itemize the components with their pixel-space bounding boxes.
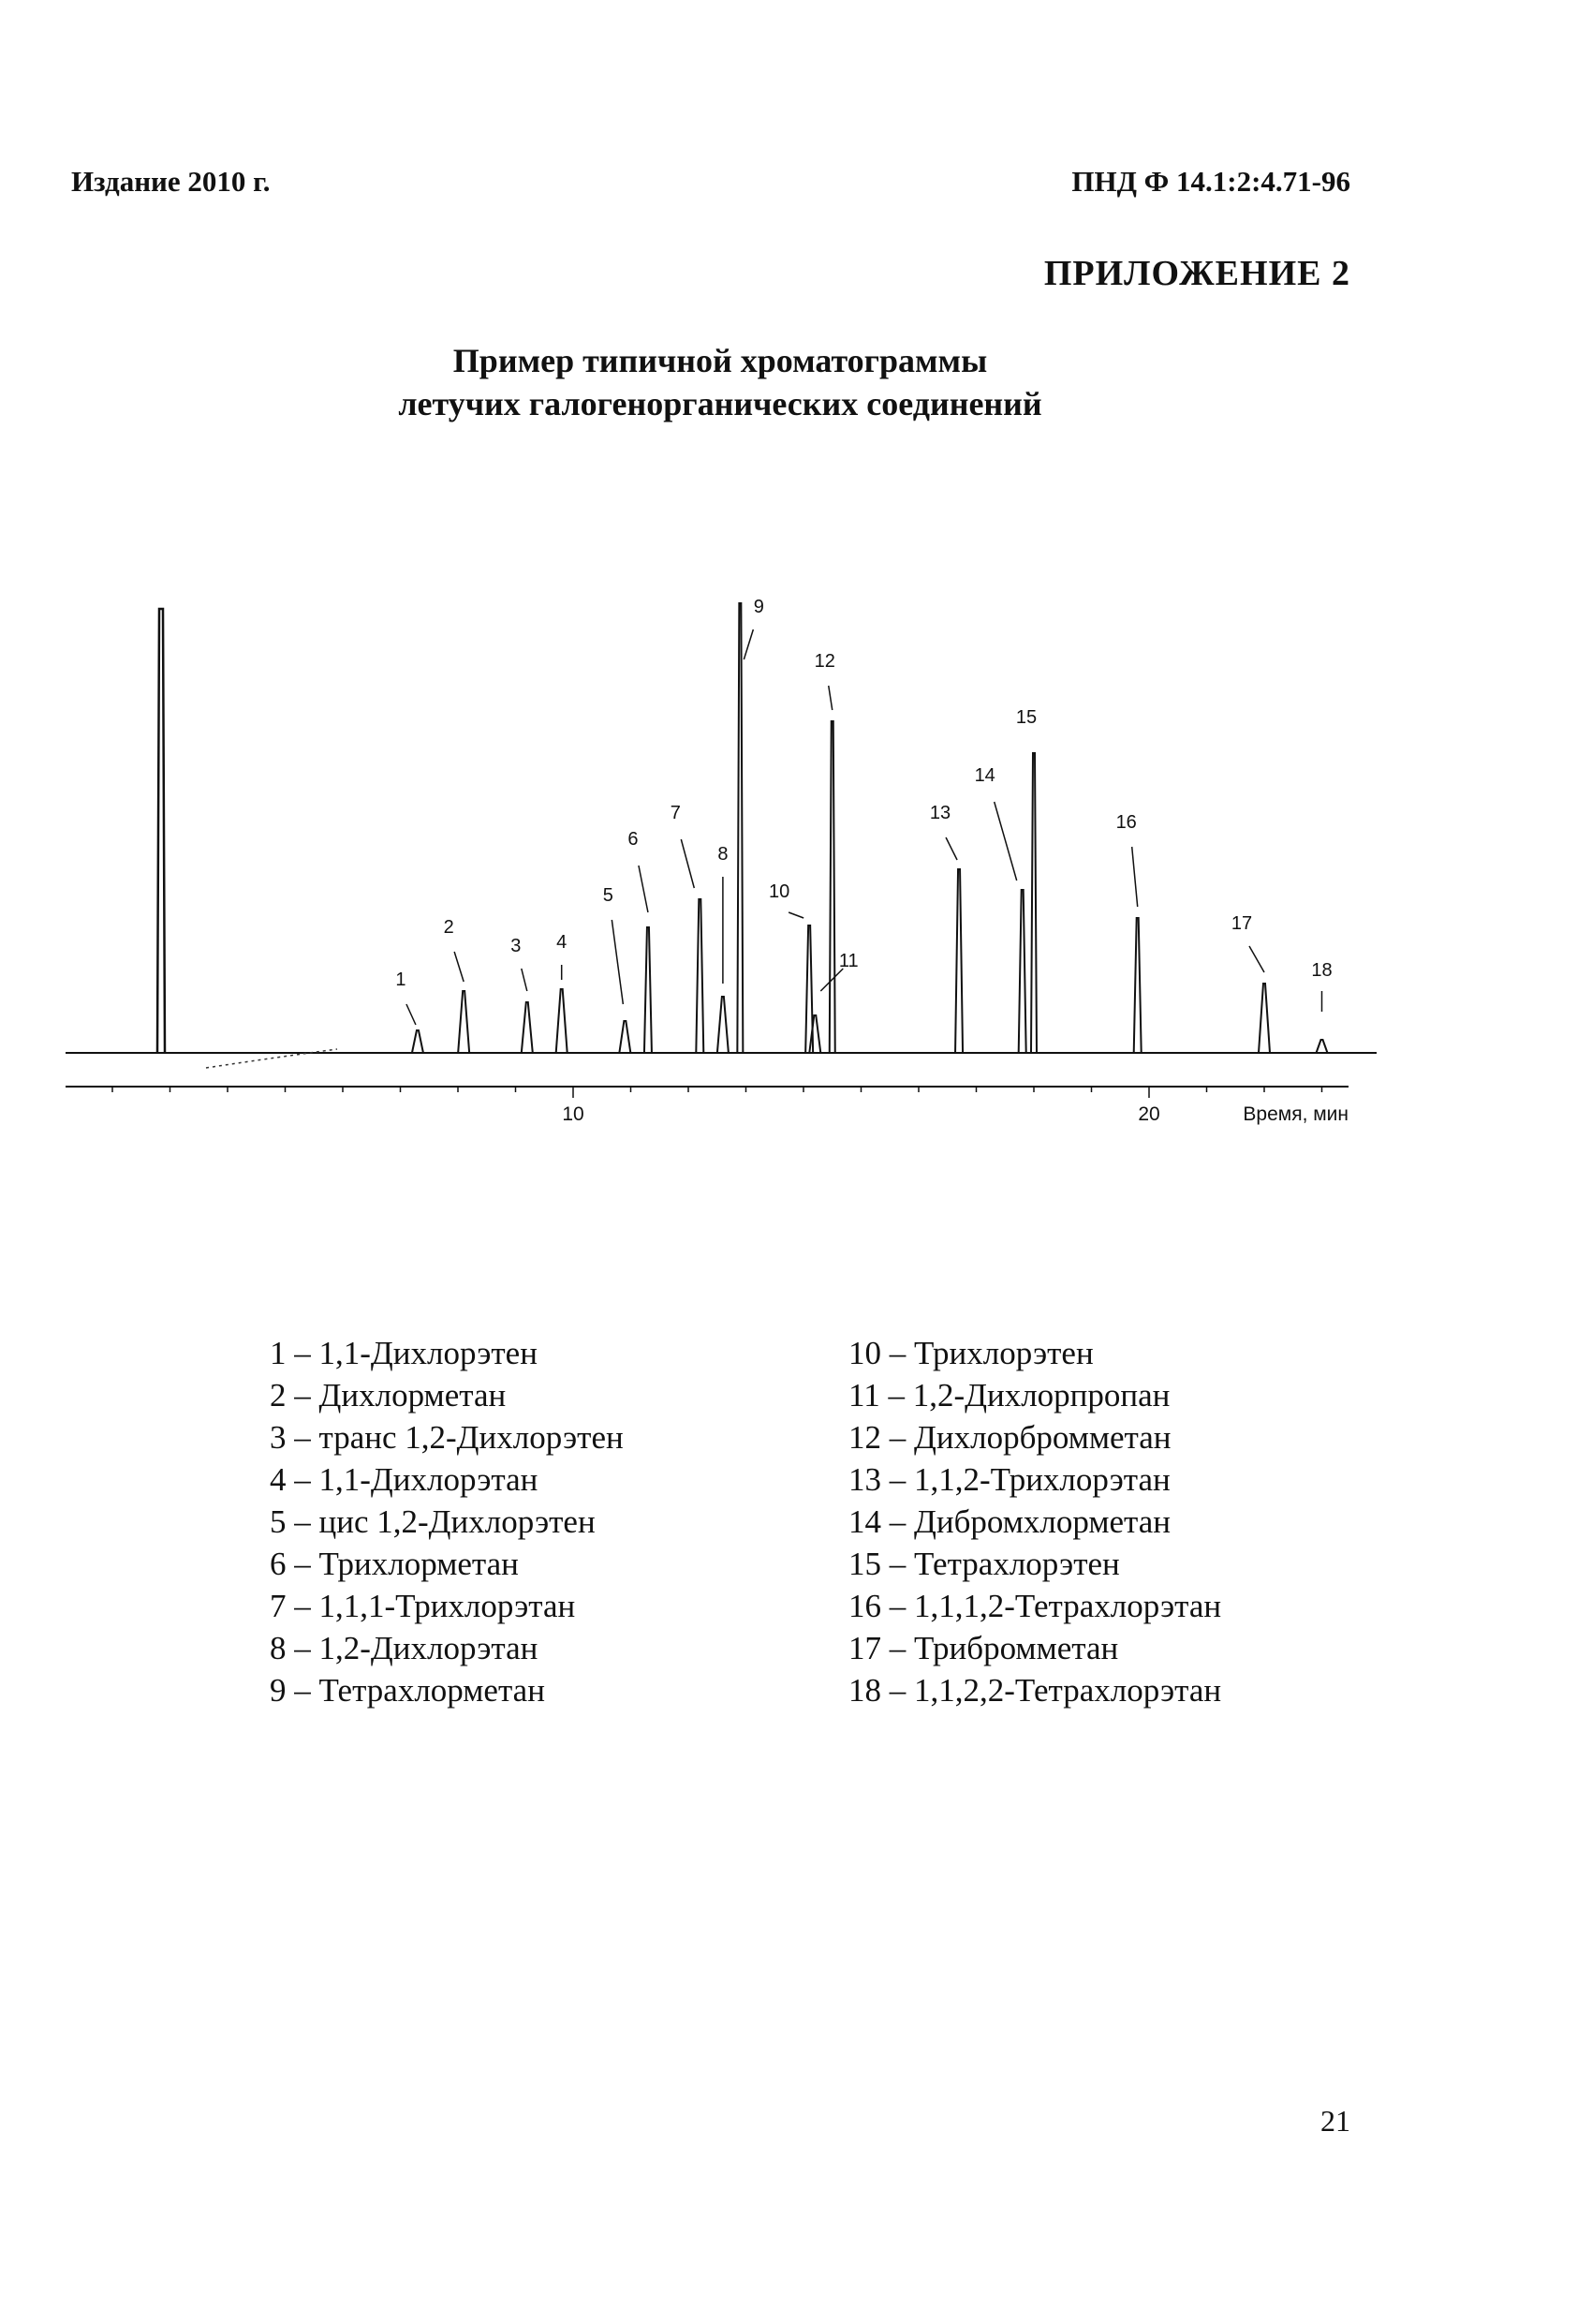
time-tick-label: 10 (562, 1103, 584, 1125)
peak-callout-line (1249, 946, 1264, 972)
legend-item: 6 – Трихлорметан (270, 1546, 519, 1582)
chromatogram-peak (644, 927, 652, 1053)
peak-callout-line (789, 912, 803, 918)
page-title (0, 339, 1440, 425)
peak-label: 18 (1311, 960, 1333, 981)
chromatogram-peak (458, 991, 469, 1053)
peak-callout-line (744, 629, 753, 659)
time-axis (66, 1087, 1349, 1125)
legend-column-right (848, 1332, 1221, 1711)
peak-label: 9 (753, 597, 764, 617)
chromatogram-peak (619, 1021, 630, 1053)
appendix-label: ПРИЛОЖЕНИЕ 2 (1043, 254, 1350, 293)
legend-item: 13 – 1,1,2-Трихлорэтан (848, 1461, 1171, 1498)
peak-label: 2 (443, 917, 454, 938)
peak-label: 10 (769, 881, 790, 902)
legend-item: 9 – Тетрахлорметан (270, 1672, 545, 1709)
peak-label: 5 (602, 885, 613, 906)
chromatogram-peak (696, 899, 703, 1053)
chromatogram-peak (522, 1002, 533, 1053)
peak-label: 11 (838, 951, 859, 971)
legend-item: 16 – 1,1,1,2-Тетрахлорэтан (848, 1588, 1222, 1624)
legend-column-left (270, 1332, 624, 1711)
peak-callout-line (681, 839, 694, 888)
chromatogram-peak (1259, 984, 1270, 1053)
peak-callout-line (454, 952, 464, 982)
peak-callout-line (522, 969, 527, 991)
peak-label: 15 (1015, 707, 1038, 728)
peak-label: 16 (1115, 812, 1137, 833)
peak-callout-line (995, 802, 1017, 881)
legend-item: 12 – Дихлорбромметан (848, 1419, 1172, 1456)
peak-callout-line (829, 686, 833, 710)
time-tick-label: 20 (1138, 1103, 1160, 1125)
chromatogram-peak (737, 603, 743, 1053)
chromatogram-peak (412, 1030, 423, 1053)
chromatogram-peak (1019, 890, 1026, 1053)
legend-item: 5 – цис 1,2-Дихлорэтен (270, 1503, 596, 1540)
peak-label: 6 (627, 829, 639, 850)
peak-label: 7 (670, 803, 681, 823)
peak-label: 8 (717, 844, 729, 865)
chromatogram-peak (1134, 918, 1142, 1053)
legend-item: 2 – Дихлорметан (270, 1377, 507, 1414)
legend-item: 18 – 1,1,2,2-Тетрахлорэтан (848, 1672, 1222, 1709)
title-line-1: Пример типичной хроматограммы (452, 342, 988, 379)
peak-label: 17 (1231, 913, 1253, 934)
chromatogram-peak (830, 721, 835, 1053)
legend-item: 7 – 1,1,1-Трихлорэтан (270, 1588, 576, 1624)
chromatogram-peak (1317, 1040, 1328, 1053)
chromatogram-peak (955, 869, 963, 1053)
legend-item: 15 – Тетрахлорэтен (848, 1546, 1120, 1582)
legend-item: 3 – транс 1,2-Дихлорэтен (270, 1419, 624, 1456)
chromatogram-peak (556, 989, 568, 1053)
peak-callout-line (639, 866, 648, 912)
chromatogram-peak (1031, 753, 1037, 1053)
peak-label: 13 (929, 803, 951, 823)
solvent-peak (157, 609, 165, 1053)
peak-label: 4 (556, 932, 568, 953)
peak-label: 1 (395, 970, 406, 990)
legend-item: 8 – 1,2-Дихлорэтан (270, 1630, 538, 1666)
document-code: ПНД Ф 14.1:2:4.71-96 (1071, 165, 1350, 198)
peak-callout-line (820, 969, 843, 991)
edition-label: Издание 2010 г. (71, 165, 271, 198)
legend-item: 11 – 1,2-Дихлорпропан (848, 1377, 1171, 1414)
peak-callout-line (612, 920, 623, 1004)
legend-item: 14 – Дибромхлорметан (848, 1503, 1172, 1540)
peak-labels (395, 597, 1332, 1025)
title-line-2: летучих галогенорганических соединений (398, 385, 1042, 422)
chromatogram-trace (66, 603, 1377, 1068)
chromatogram-peak (809, 1015, 820, 1053)
legend-item: 17 – Трибромметан (848, 1630, 1119, 1666)
time-axis-label: Время, мин (1243, 1103, 1349, 1125)
legend-item: 10 – Трихлорэтен (848, 1335, 1094, 1371)
legend-item: 1 – 1,1-Дихлорэтен (270, 1335, 538, 1371)
peak-label: 12 (814, 651, 835, 672)
peak-callout-line (946, 837, 957, 860)
legend-item: 4 – 1,1-Дихлорэтан (270, 1461, 538, 1498)
page-number: 21 (1320, 2104, 1350, 2138)
peak-callout-line (1132, 847, 1138, 907)
peak-label: 14 (974, 765, 995, 786)
chromatogram-chart (66, 590, 1377, 1152)
chromatogram-peak (717, 997, 729, 1053)
peak-callout-line (406, 1004, 416, 1025)
peak-label: 3 (510, 936, 522, 956)
